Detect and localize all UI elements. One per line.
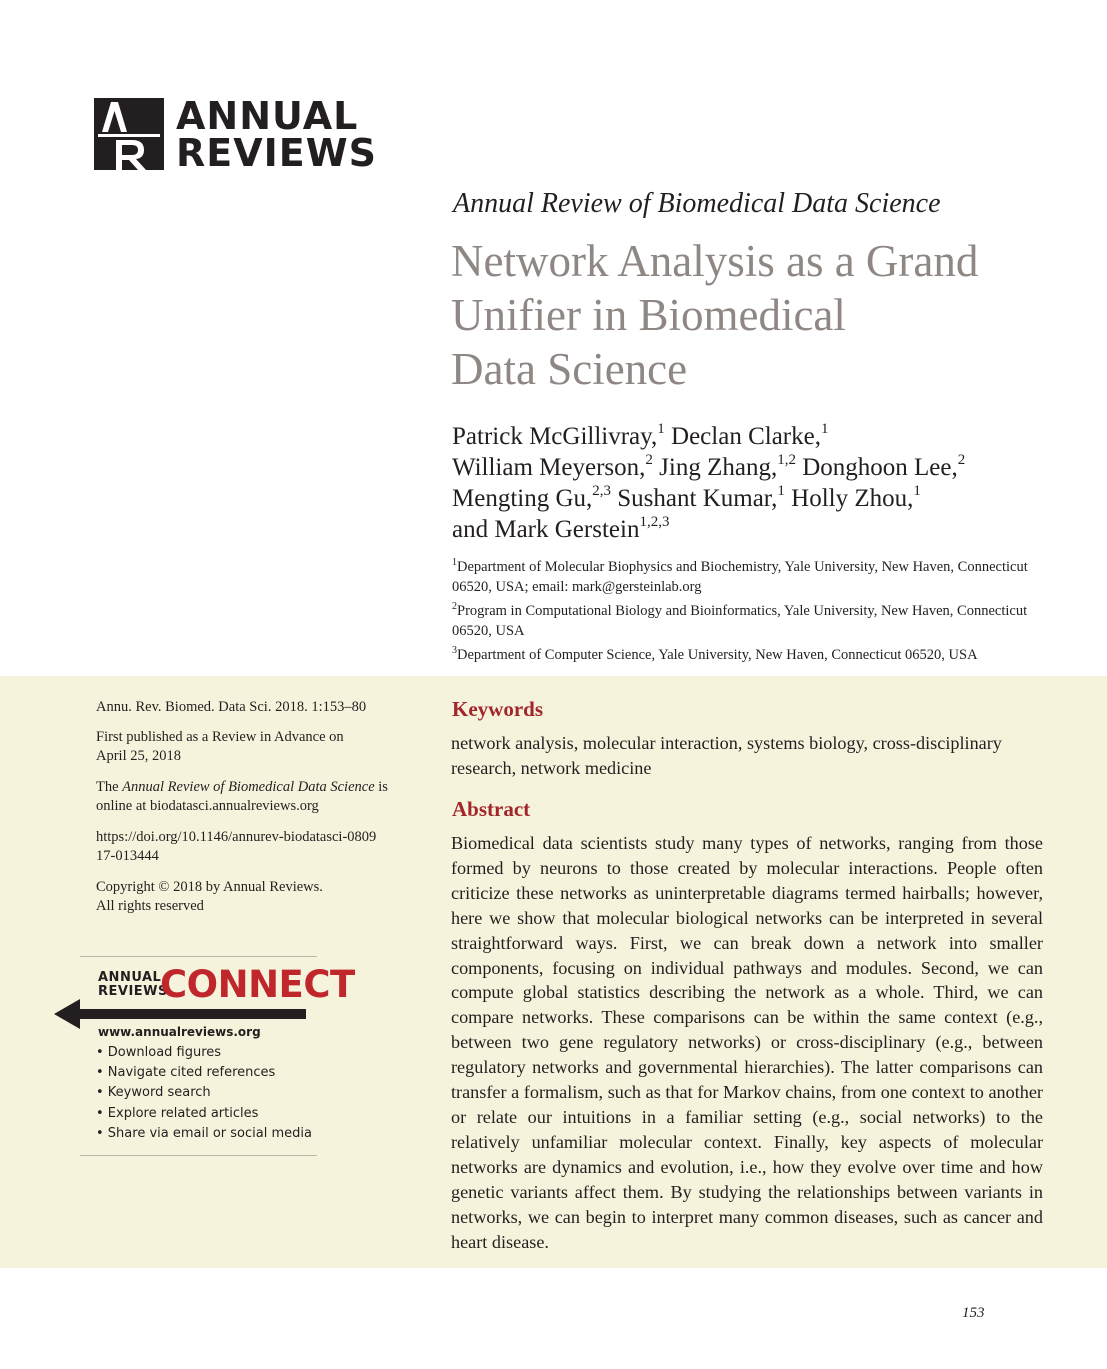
author-affiliation-mark: 1,2,3 [639,513,670,530]
citation: Annu. Rev. Biomed. Data Sci. 2018. 1:153–80 [96,699,367,715]
affiliation-text: Department of Molecular Biophysics and Biochemistry, Yale University, New Haven, Connecticut 06520, USA; email: mark@gersteinlab.org [452,559,1028,595]
logo-word-reviews: REVIEWS [176,131,378,175]
author-name: Donghoon Lee, [795,454,958,481]
connect-logo-text [98,971,168,999]
keywords-text: network analysis, molecular interaction, systems biology, cross-disciplinary research, network medicine [451,733,1002,778]
online-suffix: is online at biodatasci.annualreviews.org [96,779,388,814]
list-item: • Download figures [96,1045,222,1060]
abstract-heading: Abstract [452,797,531,821]
affiliation-text: Program in Computational Biology and Bioinformatics, Yale University, New Haven, Connecticut 06520, USA [452,603,1028,639]
author-name: Declan Clarke, [664,423,821,450]
author-name: Mengting Gu, [452,485,593,512]
affiliation-1 [452,558,1052,597]
author-affiliation-mark: 2 [957,451,966,468]
author-name: Jing Zhang, [652,454,778,481]
abstract-text: Biomedical data scientists study many types of networks, ranging from those formed by neurons to those created by molecular interactions. People often criticize these networks as uninterpretable diagrams termed hairballs; however, here we show that molecular biological networks can be interpreted in several straightforward ways. First, we can break down a network into smaller components, focusing on individual pathways and modules. Second, we can compute global statistics describing the network as a whole. Third, we can compare networks. These comparisons can be within the same context (e.g., between two gene regulatory networks) or cross-disciplinary (e.g., between regulatory networks and governmental hierarchies). The latter comparisons can transfer a formalism, such as that for Markov chains, from one context to another or relate our intuitions in a familiar setting (e.g., social networks) to the relatively unfamiliar molecular context. Finally, key aspects of molecular networks are dynamics and evolution, i.e., how they evolve over time and how genetic variants affect them. By studying the relationships between variants in networks, we can begin to interpret many common diseases, such as cancer and heart disease. [451,833,1043,1252]
author-line [452,483,1072,514]
ar-logo-mark-icon [94,98,164,170]
author-affiliation-mark: 2,3 [592,482,612,499]
annual-reviews-connect-box [80,956,355,1156]
page-number: 153 [962,1305,985,1321]
author-affiliation-mark: 1 [777,482,785,499]
title-line: Data Science [451,344,688,394]
connect-feature-list [96,1043,312,1144]
author-list [452,421,1072,545]
connect-annual-word: ANNUAL [98,970,162,985]
list-item: • Explore related articles [96,1105,259,1121]
title-line: Unifier in Biomedical [451,290,846,340]
author-name: and Mark Gerstein [452,516,640,543]
article-title [451,234,1051,396]
copyright-line: Copyright © 2018 by Annual Reviews. [96,879,323,895]
list-item: • Keyword search [96,1085,211,1101]
connect-reviews-word: REVIEWS [98,984,168,999]
online-note [96,778,391,816]
author-affiliation-mark: 1 [820,420,829,437]
keywords-heading: Keywords [452,697,543,721]
publication-date: First published as a Review in Advance on April 25, 2018 [96,729,344,764]
online-prefix: The [96,779,123,795]
affiliation-2 [452,602,1052,641]
affiliation-number: 3 [452,645,457,657]
journal-name: Annual Review of Biomedical Data Science [453,188,941,219]
doi-link[interactable]: https://doi.org/10.1146/annurev-biodatasci-080917-013444 [96,829,377,864]
copyright [96,878,396,916]
logo-word-annual: ANNUAL [176,94,359,138]
online-journal: Annual Review of Biomedical Data Science [122,779,375,795]
affiliation-3 [452,646,1052,666]
list-item: • Share via email or social media [96,1125,312,1141]
author-line [452,452,1072,483]
copyright-line: All rights reserved [96,898,204,914]
affiliation-number: 1 [452,557,457,569]
author-name: Patrick McGillivray, [452,423,658,450]
list-item: • Navigate cited references [96,1065,276,1081]
connect-word: CONNECT [160,963,355,1006]
connect-url[interactable]: www.annualreviews.org [98,1025,261,1039]
title-line: Network Analysis as a Grand [451,236,979,286]
author-name: William Meyerson, [452,454,646,481]
author-affiliation-mark: 2 [645,451,653,468]
affiliation-text: Department of Computer Science, Yale University, New Haven, Connecticut 06520, USA [457,647,978,663]
author-name: Sushant Kumar, [611,485,778,512]
annual-reviews-logo [94,94,384,175]
author-line [452,421,1072,452]
author-affiliation-mark: 1,2 [777,451,796,468]
affiliation-number: 2 [452,601,457,613]
author-affiliation-mark: 1 [913,482,921,499]
author-name: Holly Zhou, [784,485,914,512]
author-affiliation-mark: 1 [657,420,665,437]
author-line [452,514,1072,545]
